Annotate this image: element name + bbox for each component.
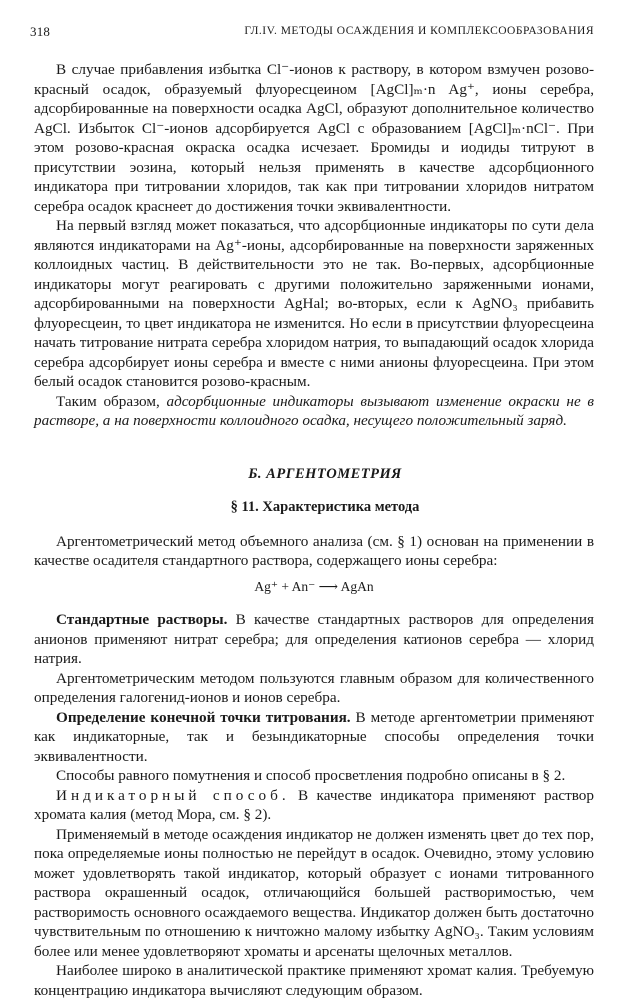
paragraph: Наиболее широко в аналитической практике применяют хромат калия. Требуемую концентрацию индикатора вычисляют следующим образом. xyxy=(34,962,594,999)
section-heading: § 11. Характеристика метода xyxy=(230,499,420,515)
page-number: 318 xyxy=(30,24,51,39)
paragraph: Аргентометрическим методом пользуются главным образом для количественного определения галогенид-ионов и ионов серебра. xyxy=(34,669,594,706)
reaction-formula: Ag⁺ + An⁻ ⟶ AgAn xyxy=(254,578,374,594)
text-span: В качестве индикатора применяют раствор хромата калия (метод Мора, см. § 2). xyxy=(34,786,594,823)
paragraph-standard-solutions xyxy=(34,610,594,669)
paragraph-lead: Определение конечной точки титрования. xyxy=(56,708,351,726)
paragraph-lead-spaced: Индикаторный способ. xyxy=(56,786,290,804)
text-span: В методе аргентометрии применяют как индикаторные, так и безындикаторные способы определения точки эквивалентности. xyxy=(34,708,594,765)
paragraph: Применяемый в методе осаждения индикатор не должен изменять цвет до тех пор, пока определяемые ионы полностью не перейдут в осадок. Очевидно, этому условию может удовлетворять такой индикатор, который образует с ионами титрованного раствора окрашенный осадок, отличающийся большей растворимостью, чем растворимость основного осаждаемого вещества. Индикатор должен быть достаточно чувствительным по отношению к ничтожно малому избытку AgNO₃. Таким условиям более или менее удовлетворяют хроматы и арсенаты щелочных металлов. xyxy=(34,825,594,960)
page-header xyxy=(30,24,594,46)
page-body xyxy=(34,60,594,1000)
paragraph-lead: Стандартные растворы. xyxy=(56,611,228,628)
text-span: В качестве стандартных растворов для определения анионов применяют нитрат серебра; для определения катионов серебра — хлорид натрия. xyxy=(34,611,594,667)
text-span: Таким образом, xyxy=(56,392,167,410)
paragraph: Аргентометрический метод объемного анализа (см. § 1) основан на применении в качестве осадителя стандартного раствора, содержащего ионы серебра: xyxy=(34,532,594,569)
paragraph-endpoint xyxy=(34,708,594,767)
paragraph-indicator-method xyxy=(34,786,594,825)
paragraph-conclusion xyxy=(34,392,594,431)
paragraph: В случае прибавления избытка Cl⁻-ионов к раствору, в котором взмучен розово-красный осадок, образуемый флуоресцеином [AgCl]ₘ·n Ag⁺, ионы серебра, адсорбированные на поверхности осадка AgCl, образуют дополнительное количество AgCl. Избыток Cl⁻-ионов адсорбируется AgCl с образованием [AgCl]ₘ·nCl⁻. При этом розово-красная окраска осадка исчезает. Бромиды и иодиды титруют в присутствии эозина, который нельзя применять в качестве адсорбционного индикатора при титровании хлоридов, так как при титровании хлоридов нитратом серебра осадок краснеет до достижения точки эквивалентности. xyxy=(34,61,594,215)
emphasis-text: адсорбционные индикаторы вызывают изменение окраски не в растворе, а на поверхности коллоидного осадка, несущего положительный заряд. xyxy=(34,392,594,429)
running-title: ГЛ.IV. МЕТОДЫ ОСАЖДЕНИЯ И КОМПЛЕКСООБРАЗОВАНИЯ xyxy=(244,25,594,37)
part-heading: Б. АРГЕНТОМЕТРИЯ xyxy=(248,465,402,482)
paragraph: На первый взгляд может показаться, что адсорбционные индикаторы по сути дела являются индикаторами на Ag⁺-ионы, адсорбированные на поверхности заряженных коллоидных частиц. В действительности это не так. Во-первых, адсорбционные индикаторы могут реагировать с другими положительно заряженными ионами, адсорбированными на поверхности AgHal; во-вторых, если к AgNO₃ прибавить флуоресцеин, то цвет индикатора не изменится. Но если в присутствии флуоресцеина начать титрование нитрата серебра хлоридом натрия, то выпадающий осадок хлорида серебра адсорбирует ионы серебра и вместе с ними анионы флуоресцеина. При этом белый осадок становится розово-красным. xyxy=(34,217,594,390)
paragraph: Способы равного помутнения и способ просветления подробно описаны в § 2. xyxy=(56,767,566,784)
